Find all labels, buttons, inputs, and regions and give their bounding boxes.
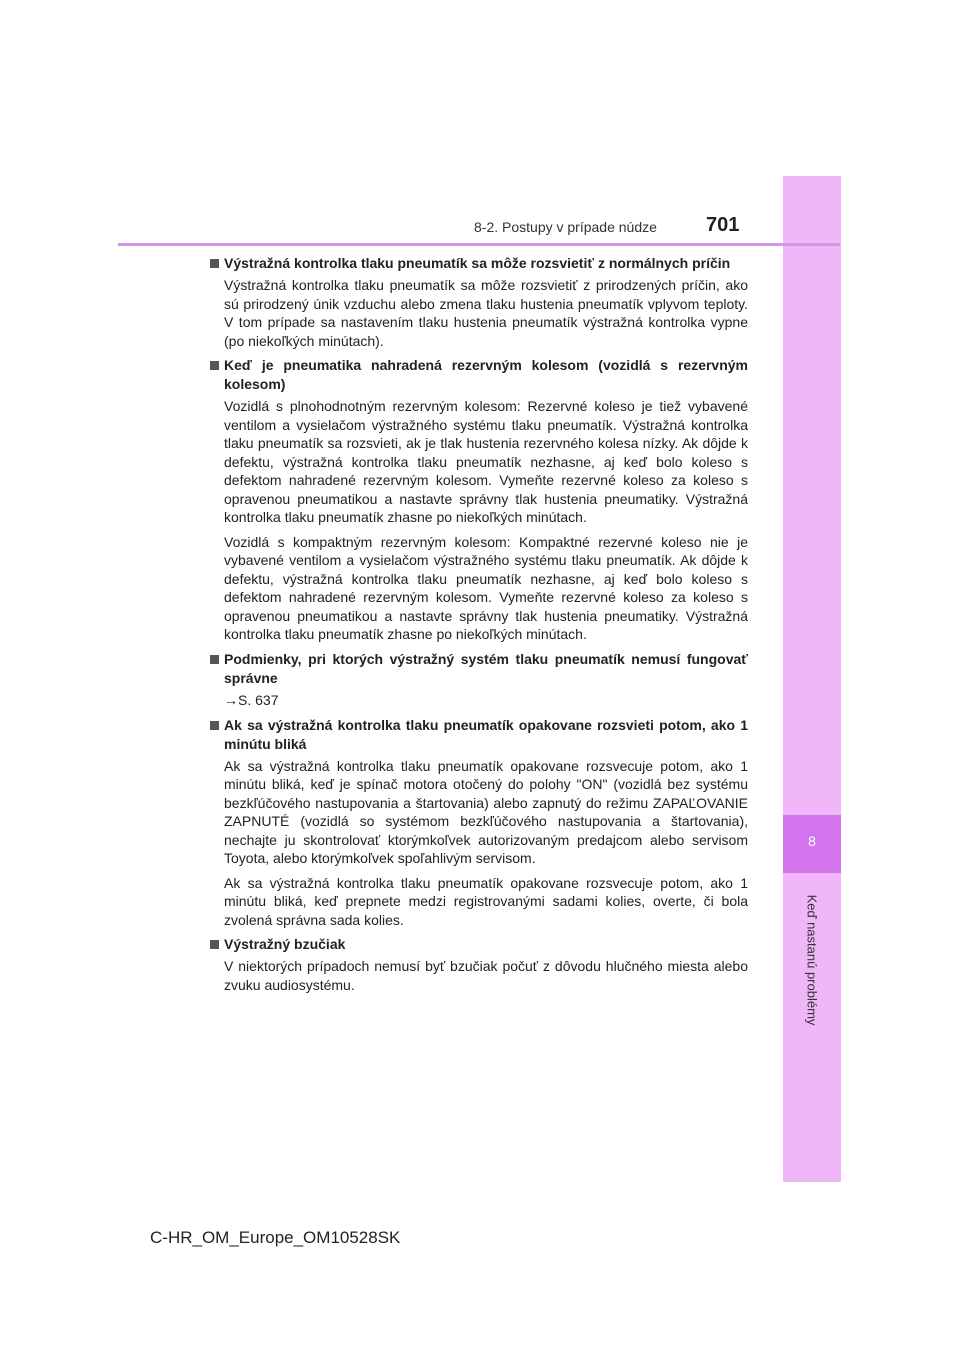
section-repeated-blinking (210, 716, 748, 930)
page-reference-link[interactable]: →S. 637 (224, 691, 279, 708)
section-heading: Výstražný bzučiak (210, 935, 748, 954)
document-id: C-HR_OM_Europe_OM10528SK (150, 1228, 401, 1247)
section-warning-buzzer (210, 935, 748, 994)
section-normal-causes (210, 254, 748, 350)
square-bullet-icon (210, 361, 219, 370)
page-number: 701 (706, 214, 740, 236)
body-paragraph: V niektorých prípadoch nemusí byť bzučiak počuť z dôvodu hlučného miesta alebo zvuku audiosystému. (224, 958, 748, 993)
chapter-side-tab (783, 176, 841, 1182)
square-bullet-icon (210, 721, 219, 730)
square-bullet-icon (210, 259, 219, 268)
section-heading: Ak sa výstražná kontrolka tlaku pneumatík opakovane rozsvieti potom, ako 1 minútu bliká (210, 716, 748, 754)
body-paragraph: Vozidlá s kompaktným rezervným kolesom: Kompaktné rezervné koleso nie je vybavené ventilom a vysielačom výstražného systému tlaku pneumatík. Ak dôjde k defektu, výstražná kontrolka tlaku pneumatík nezhasne, aj keď bolo koleso s defektom nahradené rezervným kolesom. Vymeňte rezervné koleso za koleso s opravenou pneumatikou a nastavte správny tlak hustenia pneumatiky. Výstražná kontrolka tlaku pneumatík zhasne po niekoľkých minútach. (224, 533, 748, 642)
header-divider (118, 243, 840, 246)
square-bullet-icon (210, 655, 219, 664)
chapter-title: Keď nastanú problémy (804, 894, 820, 1026)
body-paragraph: Výstražná kontrolka tlaku pneumatík sa môže rozsvietiť z prirodzených príčin, ako sú prirodzený únik vzduchu alebo zmena tlaku hustenia pneumatík vplyvom teploty. V tom prípade sa nastavením tlaku hustenia pneumatík výstražná kontrolka vypne (po niekoľkých minútach). (224, 277, 748, 349)
chapter-number: 8 (808, 833, 816, 849)
body-paragraph: Ak sa výstražná kontrolka tlaku pneumatík opakovane rozsvecuje potom, ako 1 minútu bliká, keď je spínač motora otočený do polohy "ON" (vozidlá bez systému bezkľúčového nastupovania a štartovania) alebo zapnutý do režimu ZAPAĽOVANIE ZAPNUTÉ (vozidlá so systémom bezkľúčového nastupovania a štartovania), nechajte ju skontrolovať ktorýmkoľvek autorizovaným predajcom alebo servisom Toyota, alebo ktorýmkoľvek spoľahlivým servisom. (224, 757, 748, 866)
section-title: 8-2. Postupy v prípade núdze (474, 219, 657, 235)
section-heading: Výstražná kontrolka tlaku pneumatík sa môže rozsvietiť z normálnych príčin (210, 254, 748, 273)
body-paragraph: Ak sa výstražná kontrolka tlaku pneumatík opakovane rozsvecuje potom, ako 1 minútu bliká, keď prepnete medzi registrovanými sadami kolies, overte, či bola zvolená správna sada kolies. (224, 874, 748, 928)
page-content (210, 254, 748, 1000)
body-paragraph: Vozidlá s plnohodnotným rezervným kolesom: Rezervné koleso je tiež vybavené ventilom a vysielačom výstražného systému tlaku pneumatík. Výstražná kontrolka tlaku pneumatík sa rozsvieti, ak je tlak hustenia rezervného kolesa nízky. Ak dôjde k defektu, výstražná kontrolka tlaku pneumatík nezhasne, aj keď bolo koleso s defektom nahradené rezervným kolesom. Vymeňte rezervné koleso za koleso s opravenou pneumatikou a nastavte správny tlak hustenia pneumatiky. Výstražná kontrolka tlaku pneumatík zhasne po niekoľkých minútach. (224, 398, 748, 525)
section-spare-wheel (210, 356, 748, 644)
section-conditions (210, 650, 748, 710)
square-bullet-icon (210, 940, 219, 949)
section-heading: Keď je pneumatika nahradená rezervným kolesom (vozidlá s rezervným kolesom) (210, 356, 748, 394)
section-heading: Podmienky, pri ktorých výstražný systém tlaku pneumatík nemusí fungovať správne (210, 650, 748, 688)
